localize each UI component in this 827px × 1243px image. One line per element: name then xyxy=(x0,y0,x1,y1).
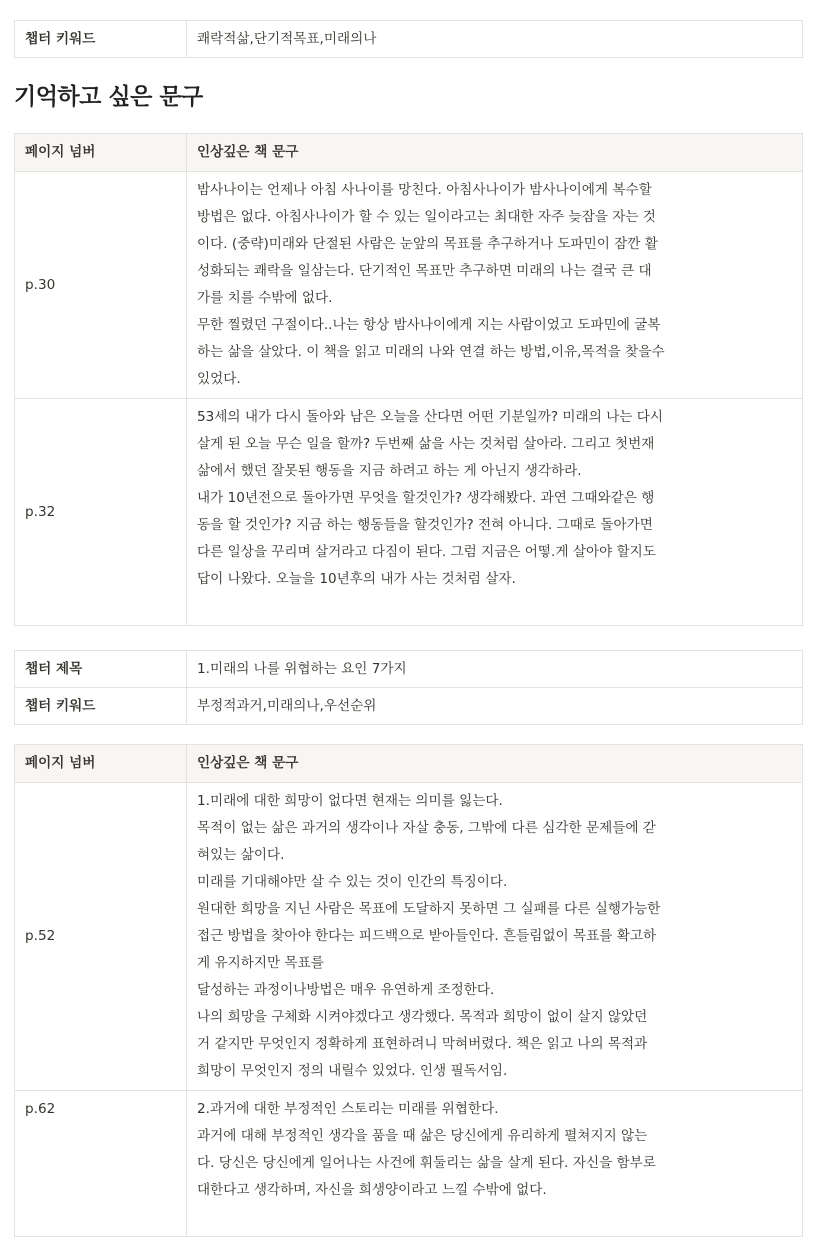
quote-line: 삶에서 했던 잘못된 행동을 지금 하려고 하는 게 아닌지 생각하라. xyxy=(197,463,582,479)
page-number-cell[interactable]: p.30 xyxy=(15,172,187,399)
chapter-keyword-value[interactable]: 부정적과거,미래의나,우선순위 xyxy=(187,688,803,725)
quote-line: 나의 희망을 구체화 시켜야겠다고 생각했다. 목적과 희망이 없이 살지 않았던 xyxy=(197,1009,648,1025)
quote-line: 내가 10년전으로 돌아가면 무엇을 할것인가? 생각해봤다. 과연 그때와같은 행 xyxy=(197,490,655,506)
quote-line: 방법은 없다. 아침사나이가 할 수 있는 일이라고는 최대한 자주 늦잠을 자는 것 xyxy=(197,209,656,225)
table-row xyxy=(15,172,803,399)
table-header-row xyxy=(15,134,803,172)
header-quote[interactable]: 인상깊은 책 문구 xyxy=(187,134,803,172)
quotes-table-2 xyxy=(14,744,803,1237)
chapter-title-row xyxy=(15,651,803,688)
quote-line: 접근 방법을 찾아야 한다는 피드백으로 받아들인다. 흔들림없이 목표를 확고하 xyxy=(197,928,657,944)
chapter-title-value[interactable]: 1.미래의 나를 위협하는 요인 7가지 xyxy=(187,651,803,688)
header-quote[interactable]: 인상깊은 책 문구 xyxy=(187,745,803,783)
page-number-cell[interactable]: p.52 xyxy=(15,783,187,1091)
header-page-number[interactable]: 페이지 넘버 xyxy=(15,134,187,172)
quote-line: 답이 나왔다. 오늘을 10년후의 내가 사는 것처럼 살자. xyxy=(197,571,516,587)
chapter-keyword-row xyxy=(15,688,803,725)
chapter-keyword-label[interactable]: 챕터 키워드 xyxy=(15,688,187,725)
quote-line: 성화되는 쾌락을 일삼는다. 단기적인 목표만 추구하면 미래의 나는 결국 큰 대 xyxy=(197,263,652,279)
quote-line: 살게 된 오늘 무슨 일을 할까? 두번째 삶을 사는 것처럼 살아라. 그리고 첫번재 xyxy=(197,436,655,452)
quote-cell[interactable] xyxy=(187,399,803,626)
quote-cell[interactable] xyxy=(187,172,803,399)
quote-line xyxy=(197,593,792,620)
chapter-keyword-label[interactable]: 챕터 키워드 xyxy=(15,21,187,58)
quote-line: 혀있는 삶이다. xyxy=(197,847,285,863)
chapter-info-table xyxy=(14,650,803,725)
quote-line xyxy=(197,1204,792,1231)
table-row xyxy=(15,399,803,626)
quote-line: 희망이 무엇인지 정의 내릴수 있었다. 인생 필독서임. xyxy=(197,1063,508,1079)
table-row xyxy=(15,1091,803,1237)
quote-line: 미래를 기대해야만 살 수 있는 것이 인간의 특징이다. xyxy=(197,874,508,890)
quote-line: 과거에 대해 부정적인 생각을 품을 때 삶은 당신에게 유리하게 펼쳐지지 않는 xyxy=(197,1128,648,1144)
quote-line: 대한다고 생각하며, 자신을 희생양이라고 느낄 수밖에 없다. xyxy=(197,1182,547,1198)
page-number-cell[interactable]: p.32 xyxy=(15,399,187,626)
quotes-table-1 xyxy=(14,133,803,626)
quote-line: 원대한 희망을 지닌 사람은 목표에 도달하지 못하면 그 실패를 다른 실행가능한 xyxy=(197,901,661,917)
quote-line: 1.미래에 대한 희망이 없다면 현재는 의미를 잃는다. xyxy=(197,793,503,809)
quote-line: 다른 일상을 꾸리며 살거라고 다짐이 된다. 그럼 지금은 어떻.게 살아야 할지도 xyxy=(197,544,656,560)
quote-line: 밤사나이는 언제나 아침 사나이를 망친다. 아침사나이가 밤사나이에게 복수할 xyxy=(197,182,652,198)
quote-line: 하는 삶을 살았다. 이 책을 읽고 미래의 나와 연결 하는 방법,이유,목적을 찾을수 xyxy=(197,344,665,360)
quote-line: 게 유지하지만 목표를 xyxy=(197,955,324,971)
quote-cell[interactable] xyxy=(187,783,803,1091)
quote-line: 동을 할 것인가? 지금 하는 행동들을 할것인가? 전혀 아니다. 그때로 돌아가면 xyxy=(197,517,653,533)
quote-line: 다. 당신은 당신에게 일어나는 사건에 휘둘리는 삶을 살게 된다. 자신을 함부로 xyxy=(197,1155,656,1171)
quote-line: 무한 찔렸던 구절이다..나는 항상 밤사나이에게 지는 사람이었고 도파민에 굴복 xyxy=(197,317,661,333)
section-heading: 기억하고 싶은 문구 xyxy=(14,84,203,110)
quote-line: 있었다. xyxy=(197,371,241,387)
table-row xyxy=(15,783,803,1091)
quote-cell[interactable] xyxy=(187,1091,803,1237)
quote-line: 거 같지만 무엇인지 정확하게 표현하려니 막혀버렸다. 책은 읽고 나의 목적과 xyxy=(197,1036,648,1052)
page-number-cell[interactable]: p.62 xyxy=(15,1091,187,1237)
quote-line: 이다. (중략)미래와 단절된 사람은 눈앞의 목표를 추구하거나 도파민이 잠깐 활 xyxy=(197,236,658,252)
chapter-keyword-row xyxy=(15,21,803,58)
chapter-keyword-table xyxy=(14,20,803,58)
quote-line: 목적이 없는 삶은 과거의 생각이나 자살 충동, 그밖에 다른 심각한 문제들에 갇 xyxy=(197,820,656,836)
quote-line: 달성하는 과정이나방법은 매우 유연하게 조정한다. xyxy=(197,982,495,998)
table-header-row xyxy=(15,745,803,783)
header-page-number[interactable]: 페이지 넘버 xyxy=(15,745,187,783)
quote-line: 53세의 내가 다시 돌아와 남은 오늘을 산다면 어떤 기분일까? 미래의 나는 다시 xyxy=(197,409,663,425)
quote-line: 가를 치를 수밖에 없다. xyxy=(197,290,333,306)
quote-line: 2.과거에 대한 부정적인 스토리는 미래를 위협한다. xyxy=(197,1101,499,1117)
chapter-title-label[interactable]: 챕터 제목 xyxy=(15,651,187,688)
chapter-keyword-value[interactable]: 쾌락적삶,단기적목표,미래의나 xyxy=(187,21,803,58)
